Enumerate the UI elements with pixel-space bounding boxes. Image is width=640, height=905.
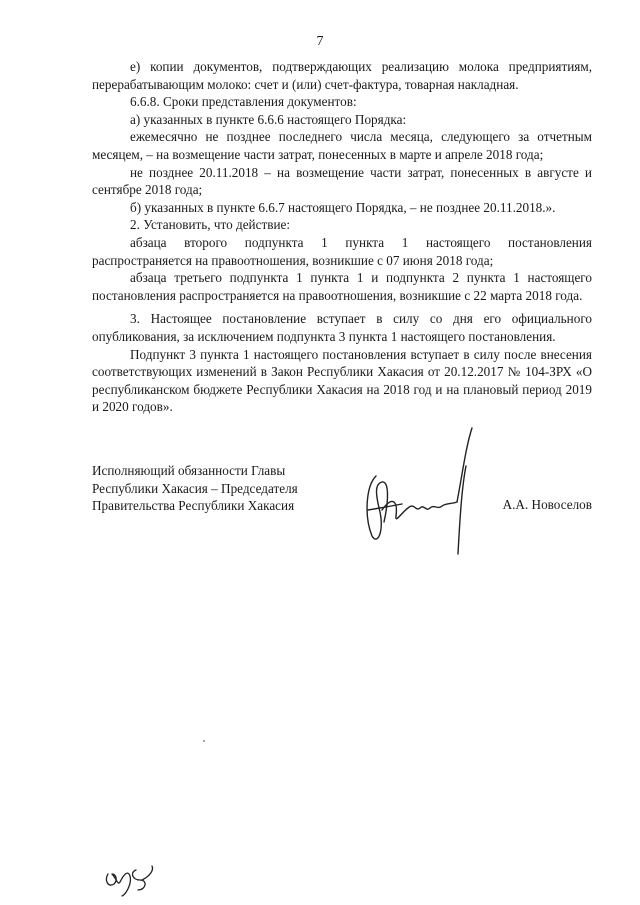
paragraph-clause-3: 3. Настоящее постановление вступает в силу со дня его официального опубликования, за исключением подпункта 3 пункта 1 настоящего постановления. xyxy=(92,311,592,344)
signatory-title-line: Исполняющий обязанности Главы xyxy=(92,463,286,478)
paragraph-november-deadline: не позднее 20.11.2018 – на возмещение части затрат, понесенных в августе и сентябре 2018 года; xyxy=(92,164,592,198)
page-number: 7 xyxy=(316,34,324,49)
handwritten-signature-icon xyxy=(362,426,492,556)
paragraph-clause-2-third: абзаца третьего подпункта 1 пункта 1 и подпункта 2 пункта 1 настоящего постановления распространяется на правоотношения, возникшие с 22 марта 2018 года. xyxy=(92,270,592,303)
document-body xyxy=(92,58,592,416)
paragraph-clause-2: 2. Установить, что действие: xyxy=(130,217,291,233)
paragraph-clause-3-exception: Подпункт 3 пункта 1 настоящего постановления вступает в силу после внесения соответствующих изменений в Закон Республики Хакасия от 20.12.2017 № 104-ЗРХ «О республиканском бюджете Республики Хакасия на 2018 год и на плановый период 2019 и 2020 годов». xyxy=(92,346,592,415)
paragraph-clause-2-second: абзаца второго подпункта 1 пункта 1 настоящего постановления распространяется на правоотношения, возникшие с 07 июня 2018 года; xyxy=(92,234,592,268)
paragraph-item-e: е) копии документов, подтверждающих реализацию молока предприятиям, перерабатывающим молоко: счет и (или) счет-фактура, товарная накладная. xyxy=(92,59,592,92)
signatory-title-line: Республики Хакасия – Председателя xyxy=(92,480,298,496)
paragraph-item-a: а) указанных в пункте 6.6.6 настоящего Порядка: xyxy=(130,111,407,127)
handwritten-initials-icon xyxy=(102,860,172,900)
signature-block xyxy=(92,462,592,552)
scan-mark xyxy=(203,740,205,742)
signatory-title xyxy=(92,462,298,515)
paragraph-deadlines-heading: 6.6.8. Сроки представления документов: xyxy=(130,94,357,110)
signatory-title-line: Правительства Республики Хакасия xyxy=(92,498,295,514)
paragraph-item-b: б) указанных в пункте 6.6.7 настоящего Порядка, – не позднее 20.11.2018.». xyxy=(130,199,556,215)
signatory-name: А.А. Новоселов xyxy=(502,497,592,512)
paragraph-monthly-deadline: ежемесячно не позднее последнего числа месяца, следующего за отчетным месяцем, – на возмещение части затрат, понесенных в марте и апреле 2018 года; xyxy=(92,129,592,162)
